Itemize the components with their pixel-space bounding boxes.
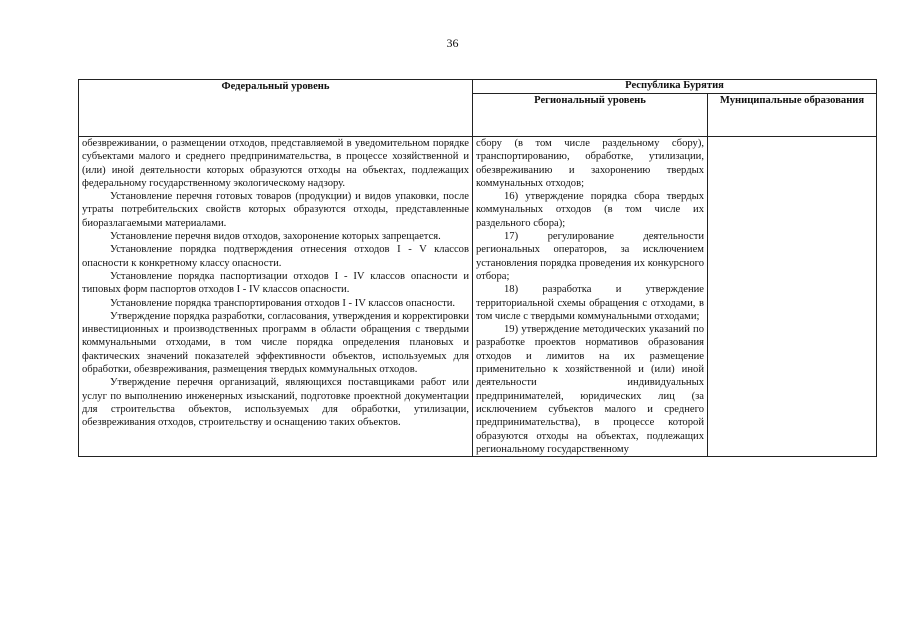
regional-paragraph: 18) разработка и утверждение территориальной схемы обращения с отходами, в том числе с твердыми коммунальными отходами; (476, 284, 704, 322)
federal-paragraph: Установление перечня видов отходов, захоронение которых запрещается. (110, 231, 441, 243)
header-federal: Федеральный уровень (79, 80, 473, 137)
regional-paragraph: 16) утверждение порядка сбора твердых коммунальных отходов (в том числе их раздельного сбора); (476, 191, 704, 229)
federal-paragraph: Установление перечня готовых товаров (продукции) и видов упаковки, после утраты потребительских свойств которых образуются отходы, представленные биоразлагаемыми материалами. (82, 191, 469, 229)
regional-paragraph: 17) регулирование деятельности региональных операторов, за исключением установления порядка проведения их конкурсного отбора; (476, 231, 704, 282)
federal-paragraph: Утверждение порядка разработки, согласования, утверждения и корректировки инвестиционных и производственных программ в области обращения с твердыми коммунальными отходами, в том числе порядка определения плановых и фактических значений показателей эффективности объектов, используемых для обработки, обезвреживания, размещения твердых коммунальных отходов. (82, 310, 469, 376)
header-regional: Региональный уровень (473, 93, 708, 136)
federal-paragraph: Установление порядка транспортирования отходов I - IV классов опасности. (110, 297, 456, 309)
regional-paragraph: 19) утверждение методических указаний по разработке проектов нормативов образования отходов и лимитов на их размещение применительно к хозяйственной и (или) иной деятельности индивидуальных предпринимателей, юридических лиц (за исключением субъектов малого и среднего предпринимательства), в процессе которой образуются отходы на объектах, подлежащих региональному государственному (476, 324, 704, 455)
regional-paragraph: сбору (в том числе раздельному сбору), транспортированию, обработке, утилизации, обезвреживанию и захоронению твердых коммунальных отходов; (476, 138, 704, 189)
federal-column (79, 137, 473, 457)
municipal-column (708, 137, 877, 457)
page-number: 36 (446, 36, 459, 50)
regional-column (473, 137, 708, 457)
header-municipal: Муниципальные образования (708, 93, 877, 136)
federal-paragraph: обезвреживании, о размещении отходов, представляемой в уведомительном порядке субъектами малого и среднего предпринимательства, в процессе хозяйственной и (или) иной деятельности которых образуются отходы на объектах, подлежащих федеральному государственному экологическому надзору. (82, 138, 469, 189)
federal-paragraph: Установление порядка подтверждения отнесения отходов I - V классов опасности к конкретному классу опасности. (82, 244, 469, 269)
competence-table (78, 79, 877, 457)
header-republic: Республика Бурятия (473, 80, 877, 94)
federal-paragraph: Установление порядка паспортизации отходов I - IV классов опасности и типовых форм паспортов отходов I - IV классов опасности. (82, 270, 469, 296)
federal-paragraph: Утверждение перечня организаций, являющихся поставщиками работ или услуг по выполнению инженерных изысканий, подготовке проектной документации для строительства объектов, используемых для обработки, утилизации, обезвреживания отходов, строительству и оснащению таких объектов. (82, 377, 469, 429)
